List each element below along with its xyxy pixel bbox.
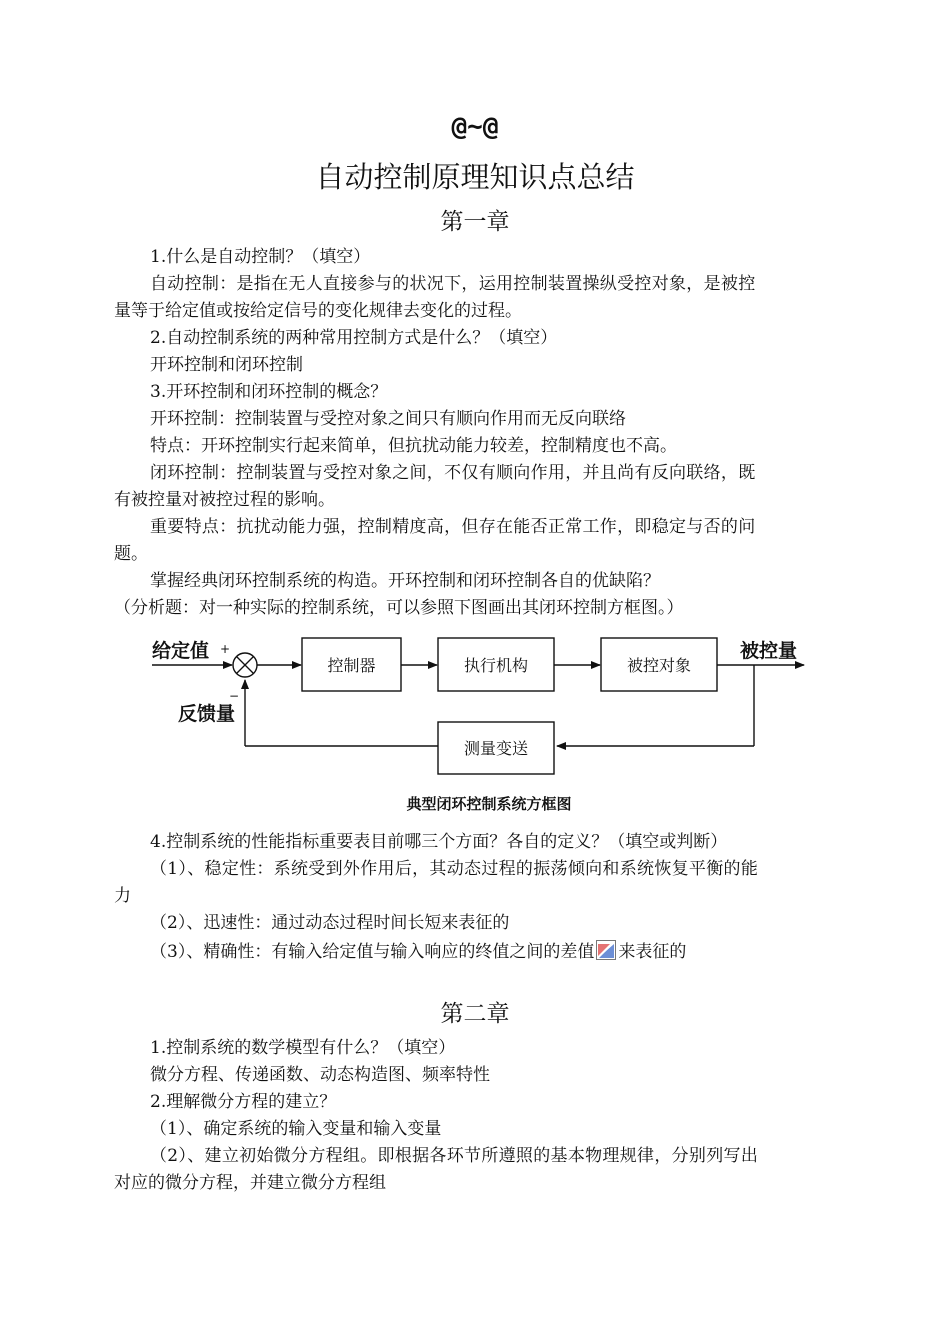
broken-image-icon	[596, 940, 616, 960]
open-loop-features: 特点：开环控制实行起来简单，但抗扰动能力较差，控制精度也不高。	[150, 436, 677, 456]
chapter-heading-2: 第二章	[440, 1001, 510, 1027]
answer-1-line-1: 自动控制：是指在无人直接参与的状况下，运用控制装置操纵受控对象，是被控	[150, 274, 756, 294]
input-label: 给定值	[152, 640, 210, 662]
closed-loop-features-line-2: 题。	[114, 544, 148, 564]
ch2-question-2: 2.理解微分方程的建立？	[150, 1092, 337, 1112]
chapter-heading-1: 第一章	[440, 209, 510, 235]
ch2-step-2-line-1: （2）、建立初始微分方程组。即根据各环节所遵照的基本物理规律，分别列写出	[150, 1146, 759, 1166]
summing-junction	[233, 653, 257, 677]
output-label: 被控量	[740, 640, 798, 662]
answer-2: 开环控制和闭环控制	[150, 355, 303, 375]
ch2-question-1: 1.控制系统的数学模型有什么？（填空）	[150, 1038, 456, 1058]
accuracy	[150, 940, 686, 962]
stability-line-2: 力	[114, 886, 131, 906]
ch2-answer-1: 微分方程、传递函数、动态构造图、频率特性	[150, 1065, 490, 1085]
answer-1-line-2: 量等于给定值或按给定信号的变化规律去变化的过程。	[114, 301, 522, 321]
closed-loop-definition-line-1: 闭环控制：控制装置与受控对象之间，不仅有顺向作用，并且尚有反向联络，既	[150, 463, 756, 483]
controller-label: 控制器	[327, 656, 376, 675]
accuracy-text-end: 来表征的	[618, 942, 687, 962]
ch2-step-2-line-2: 对应的微分方程，并建立微分方程组	[114, 1173, 386, 1193]
feedback-label: 反馈量	[178, 703, 236, 725]
ch2-step-1: （1）、确定系统的输入变量和输入变量	[150, 1119, 442, 1139]
actuator-label: 执行机构	[463, 656, 529, 675]
analysis-note: （分析题：对一种实际的控制系统，可以参照下图画出其闭环控制方框图。）	[114, 598, 684, 618]
accuracy-text-start: （3）、精确性：有输入给定值与输入响应的终值之间的差值	[150, 942, 595, 962]
question-1: 1.什么是自动控制？（填空）	[150, 247, 371, 267]
plus-sign: +	[220, 642, 231, 656]
rapidity: （2）、迅速性：通过动态过程时间长短来表征的	[150, 913, 510, 933]
stability-line-1: （1）、稳定性：系统受到外作用后，其动态过程的振荡倾向和系统恢复平衡的能	[150, 859, 759, 879]
minus-sign: −	[229, 689, 240, 703]
closed-loop-block-diagram	[140, 628, 820, 824]
diagram-caption: 典型闭环控制系统方框图	[406, 795, 572, 813]
document-title: 自动控制原理知识点总结	[315, 160, 635, 194]
plant-label: 被控对象	[626, 656, 692, 675]
header-mark: @~@	[451, 112, 499, 142]
grasp-structure: 掌握经典闭环控制系统的构造。开环控制和闭环控制各自的优缺陷？	[150, 571, 660, 591]
open-loop-definition: 开环控制：控制装置与受控对象之间只有顺向作用而无反向联络	[150, 409, 626, 429]
question-2: 2.自动控制系统的两种常用控制方式是什么？（填空）	[150, 328, 558, 348]
sensor-label: 测量变送	[463, 739, 529, 758]
closed-loop-features-line-1: 重要特点：抗扰动能力强，控制精度高，但存在能否正常工作，即稳定与否的问	[150, 517, 756, 537]
question-3: 3.开环控制和闭环控制的概念？	[150, 382, 388, 402]
question-4: 4.控制系统的性能指标重要表目前哪三个方面？各自的定义？（填空或判断）	[150, 832, 728, 852]
closed-loop-definition-line-2: 有被控量对被控过程的影响。	[114, 490, 335, 510]
